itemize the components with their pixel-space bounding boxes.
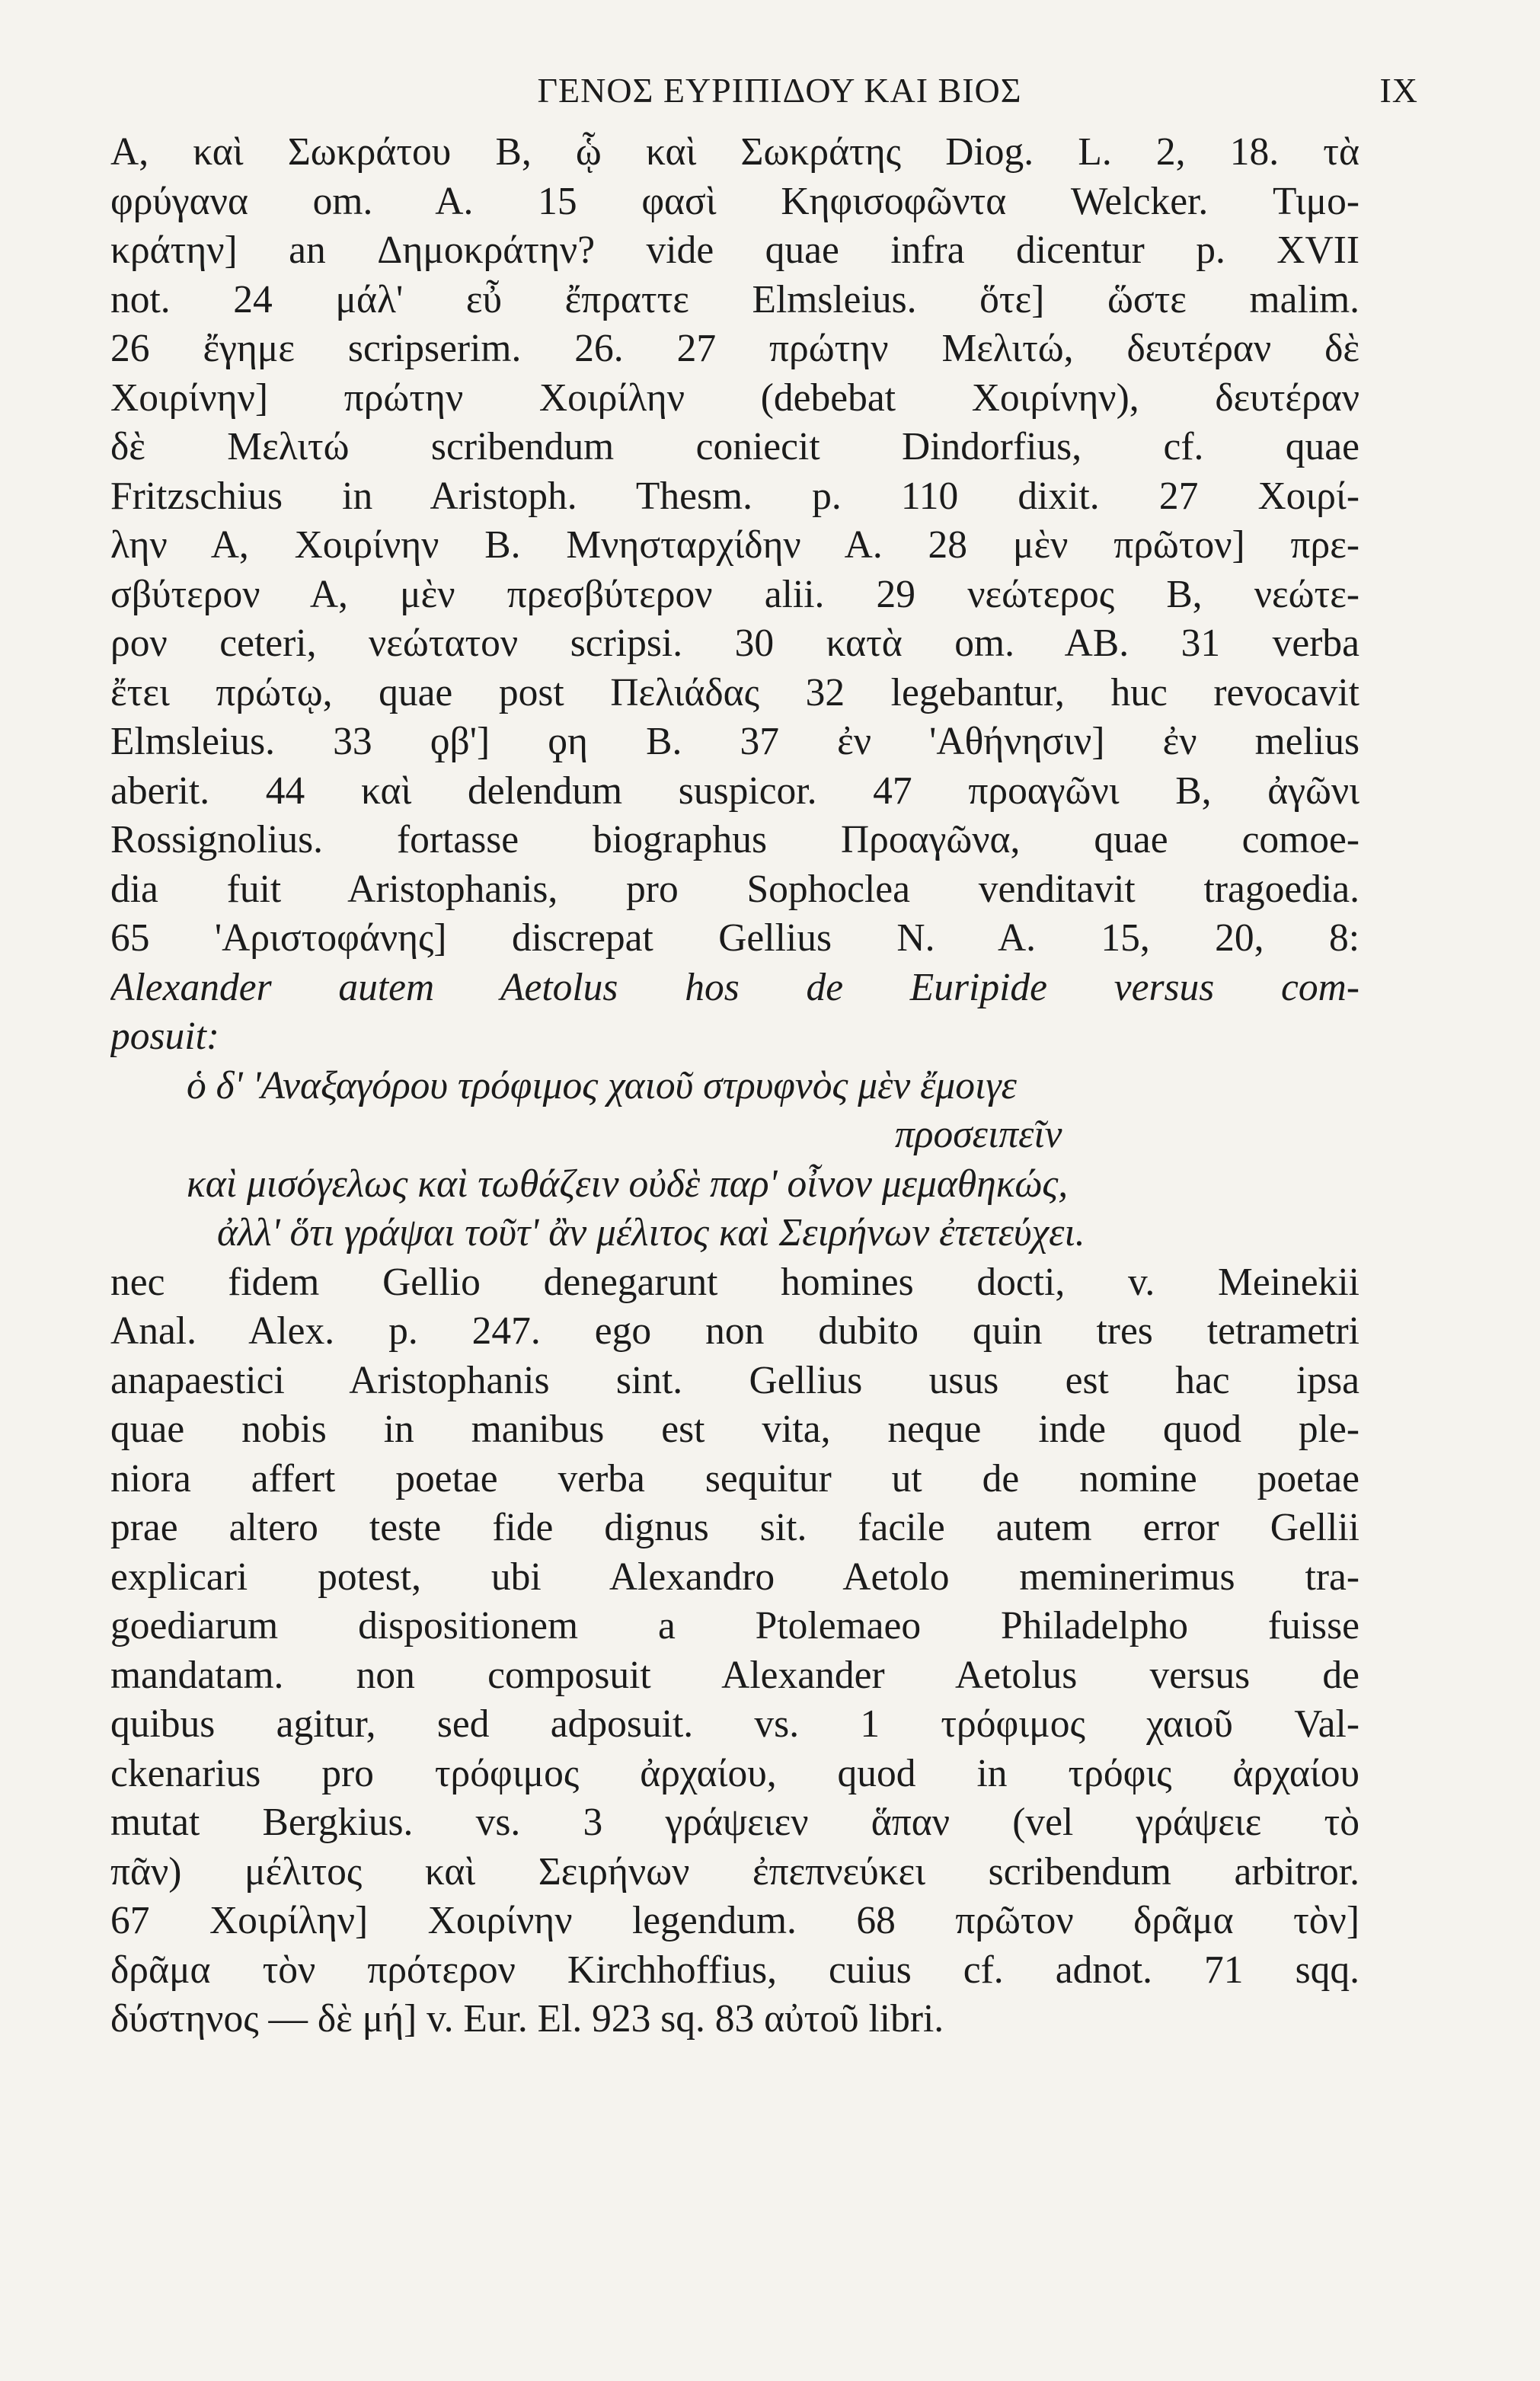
text-line: Rossignolius. fortasse biographus Προαγῶνα, quae comoe-: [110, 818, 1359, 861]
text-line: φρύγανα om. A. 15 φασὶ Κηφισοφῶντα Welcker. Τιμο-: [110, 179, 1359, 223]
text-line: ρον ceteri, νεώτατον scripsi. 30 κατὰ om. AB. 31 verba: [110, 622, 1359, 665]
text-line: Elmsleius. 33 ϙβ'] ϙη Β. 37 ἐν 'Αθήνησιν] ἐν melius: [110, 720, 1359, 763]
text-line: Α, καὶ Σωκράτου Β, ᾧ καὶ Σωκράτης Diog. L. 2, 18. τὰ: [110, 130, 1359, 174]
verse-line-continuation: προσειπεῖν: [895, 1113, 1062, 1156]
text-line: λην Α, Χοιρίνην Β. Μνησταρχίδην Α. 28 μὲν πρῶτον] πρε-: [110, 523, 1359, 567]
page-header: [110, 70, 1418, 123]
text-line: Χοιρίνην] πρώτην Χοιρίλην (debebat Χοιρίνην), δευτέραν: [110, 376, 1359, 420]
text-line-italic: Alexander autem Aetolus hos de Euripide versus com-: [110, 965, 1359, 1009]
text-line: mandatam. non composuit Alexander Aetolus versus de: [110, 1653, 1359, 1697]
text-line: quae nobis in manibus est vita, neque inde quod ple-: [110, 1408, 1359, 1451]
text-line: aberit. 44 καὶ delendum suspicor. 47 προαγῶνι Β, ἀγῶνι: [110, 769, 1359, 813]
text-line: Anal. Alex. p. 247. ego non dubito quin tres tetrametri: [110, 1309, 1359, 1353]
text-line: dia fuit Aristophanis, pro Sophoclea venditavit tragoedia.: [110, 867, 1359, 911]
text-line: δρᾶμα τὸν πρότερον Kirchhoffius, cuius cf. adnot. 71 sqq.: [110, 1948, 1359, 1992]
text-line: 26 ἔγημε scripserim. 26. 27 πρώτην Μελιτώ, δευτέραν δὲ: [110, 327, 1359, 370]
text-line: δύστηνος — δὲ μή] v. Eur. El. 923 sq. 83 αὐτοῦ libri.: [110, 1997, 944, 2041]
text-line: Fritzschius in Aristoph. Thesm. p. 110 dixit. 27 Χοιρί-: [110, 474, 1359, 518]
text-line: κράτην] an Δημοκράτην? vide quae infra dicentur p. XVII: [110, 229, 1359, 272]
verse-line: καὶ μισόγελως καὶ τωθάζειν οὐδὲ παρ' οἶνον μεμαθηκώς,: [187, 1162, 1069, 1206]
text-line: 65 'Αριστοφάνης] discrepat Gellius N. A. 15, 20, 8:: [110, 916, 1359, 960]
text-line: πᾶν) μέλιτος καὶ Σειρήνων ἐπεπνεύκει scribendum arbitror.: [110, 1849, 1359, 1894]
text-line: σβύτερον Α, μὲν πρεσβύτερον alii. 29 νεώτερος Β, νεώτε-: [110, 572, 1359, 616]
text-line: mutat Bergkius. vs. 3 γράψειεν ἅπαν (vel γράψειε τὸ: [110, 1801, 1359, 1844]
text-line: quibus agitur, sed adposuit. vs. 1 τρόφιμος χαιοῦ Val-: [110, 1702, 1359, 1746]
text-line: δὲ Μελιτώ scribendum coniecit Dindorfius, cf. quae: [110, 425, 1359, 468]
text-line: 67 Χοιρίλην] Χοιρίνην legendum. 68 πρῶτον δρᾶμα τὸν]: [110, 1899, 1359, 1942]
text-line: anapaestici Aristophanis sint. Gellius usus est hac ipsa: [110, 1358, 1359, 1402]
text-line: goediarum dispositionem a Ptolemaeo Philadelpho fuisse: [110, 1604, 1359, 1648]
text-line-italic: posuit:: [110, 1015, 220, 1058]
text-line: not. 24 μάλ' εὖ ἔπραττε Elmsleius. ὅτε] ὥστε malim.: [110, 277, 1359, 321]
text-line: ckenarius pro τρόφιμος ἀρχαίου, quod in τρόφις ἀρχαίου: [110, 1751, 1359, 1795]
page-number: IX: [1379, 71, 1418, 110]
verse-line: ἀλλ' ὅτι γράψαι τοῦτ' ἂν μέλιτος καὶ Σειρήνων ἐτετεύχει.: [217, 1211, 1085, 1254]
text-line: niora affert poetae verba sequitur ut de nomine poetae: [110, 1456, 1359, 1501]
text-line: ἔτει πρώτῳ, quae post Πελιάδας 32 legebantur, huc revocavit: [110, 670, 1359, 714]
text-line: explicari potest, ubi Alexandro Aetolo meminerimus tra-: [110, 1555, 1359, 1599]
text-line: nec fidem Gellio denegarunt homines docti, v. Meinekii: [110, 1260, 1359, 1304]
text-line: prae altero teste fide dignus sit. facile autem error Gellii: [110, 1506, 1359, 1549]
running-title: ΓΕΝΟΣ ΕΥΡΙΠΙΔΟΥ ΚΑΙ ΒΙΟΣ: [537, 71, 1022, 110]
commentary-text: [110, 128, 1359, 2044]
verse-line: ὁ δ' 'Αναξαγόρου τρόφιμος χαιοῦ στρυφνὸς μὲν ἔμοιγε: [187, 1063, 1017, 1107]
